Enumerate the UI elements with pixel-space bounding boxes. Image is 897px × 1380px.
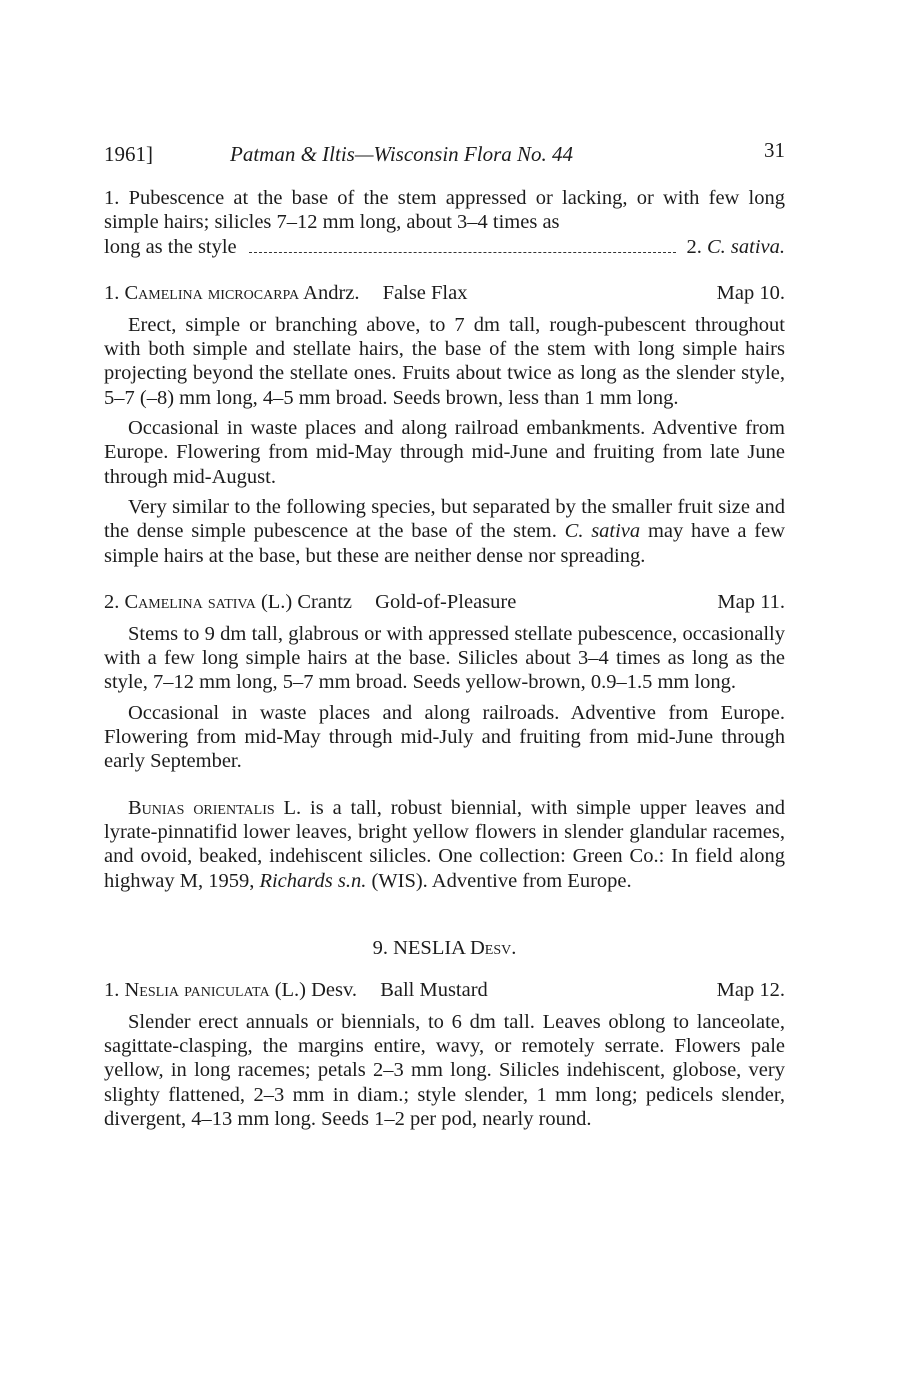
collector: Richards s.n. [259,869,367,892]
common-name: False Flax [382,281,468,304]
leader-dots [249,252,677,253]
common-name: Ball Mustard [380,978,488,1001]
running-header [104,132,785,172]
bunias-name: Bunias orientalis [128,796,275,819]
species-heading [104,590,785,614]
species-entry [104,281,785,568]
species-name: Camelina sativa [124,590,256,613]
species-number: 2. [104,590,120,613]
species-entry [104,590,785,774]
key-last-line [104,235,785,259]
species-heading [104,281,785,305]
species-number: 1. [104,281,120,304]
species-name: Neslia paniculata [124,978,270,1001]
species-number: 1. [104,978,120,1001]
key-couplet [104,186,785,259]
species-heading [104,978,785,1002]
key-text: 1. Pubescence at the base of the stem appressed or lacking, or with few long simple hairs; silicles 7–12 mm long, about 3–4 times as [104,187,785,234]
key-last-text: long as the style [104,235,237,258]
key-reference: 2. C. sativa. [686,235,785,258]
page-number: 31 [764,138,785,162]
species-description: Slender erect annuals or biennials, to 6 dm tall. Leaves oblong to lanceolate, sagittate-clasping, the margins entire, wavy, or remotely serrate. Flowers pale yellow, in long racemes; petals 2–3 mm long. Silicles indehiscent, globose, very slighty flattened, 2–3 mm in diam.; style slender, 1 mm long; pedicels slender, divergent, 4–13 mm long. Seeds 1–2 per pod, nearly round. [104,1010,785,1131]
map-reference: Map 10. [716,281,785,304]
header-year: 1961] [104,142,153,166]
species-description: Erect, simple or branching above, to 7 dm tall, rough-pubescent throughout with both simple and stellate hairs, the base of the stem with long simple hairs projecting beyond the stellate ones. Fruits about twice as long as the slender style, 5–7 (–8) mm long, 4–5 mm broad. Seeds brown, less than 1 mm long. [104,313,785,409]
species-description: Stems to 9 dm tall, glabrous or with appressed stellate pubescence, occasionally with a few long simple hairs at the base. Silicles about 3–4 times as long as the style, 7–12 mm long, 5–7 mm broad. Seeds yellow-brown, 0.9–1.5 mm long. [104,622,785,694]
species-author: (L.) Desv. [274,978,358,1001]
species-note: Very similar to the following species, but separated by the smaller fruit size and the dense simple pubescence at the base of the stem. C. sativa may have a few simple hairs at the base, but these are neither dense nor spreading. [104,495,786,567]
page [104,132,785,1131]
bunias-paragraph: Bunias orientalis L. is a tall, robust biennial, with simple upper leaves and lyrate-pinnatifid lower leaves, bright yellow flowers in slender glandular racemes, and ovoid, beaked, indehiscent silicles. One collection: Green Co.: In field along highway M, 1959, Richards s.n. (WIS). Adventive from Europe. [104,796,785,892]
map-reference: Map 12. [716,978,785,1001]
species-name: Camelina microcarpa [124,281,300,304]
species-author: (L.) Crantz [260,590,353,613]
header-title: Patman & Iltis—Wisconsin Flora No. 44 [230,142,574,166]
genus-heading: 9. NESLIA Desv. [372,936,517,959]
common-name: Gold-of-Pleasure [375,590,517,613]
species-habitat: Occasional in waste places and along railroad embankments. Adventive from Europe. Flowering from mid-May through mid-June and fruiting from late June through mid-August. [104,417,785,488]
species-entry [104,978,785,1131]
italic-taxon: C. sativa [564,520,641,543]
species-author: Andrz. [303,281,360,304]
map-reference: Map 11. [717,590,785,613]
species-habitat: Occasional in waste places and along railroads. Adventive from Europe. Flowering from mid-May through mid-July and fruiting from mid-June through early September. [104,701,785,773]
